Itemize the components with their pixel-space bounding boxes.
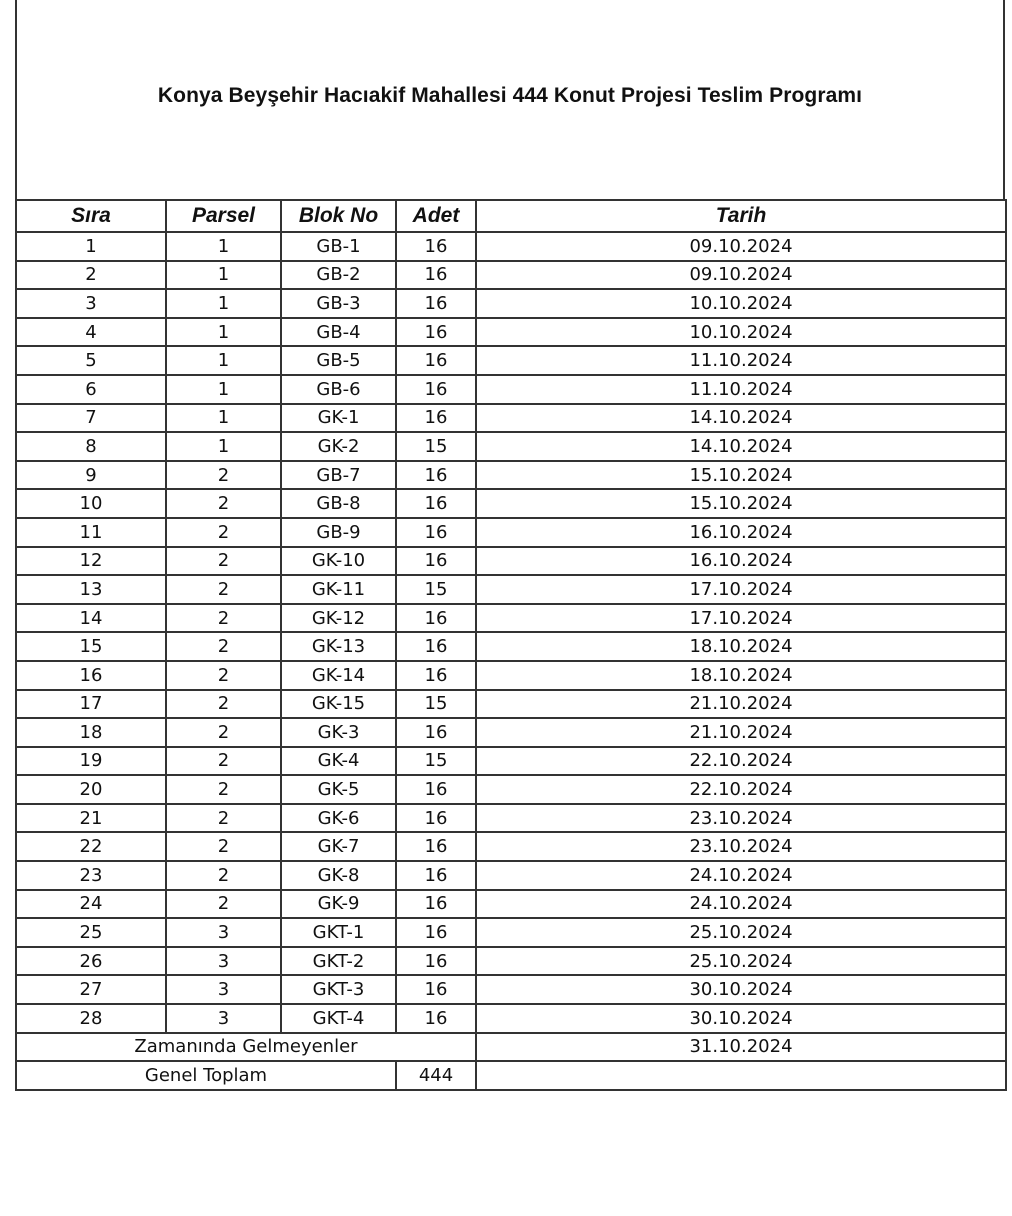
cell-parsel: 2 [166,718,281,747]
cell-sira: 18 [16,718,166,747]
cell-blok-no: GKT-4 [281,1004,396,1033]
cell-tarih: 25.10.2024 [476,947,1006,976]
late-label: Zamanında Gelmeyenler [16,1033,476,1062]
cell-parsel: 2 [166,518,281,547]
cell-parsel: 2 [166,690,281,719]
cell-tarih: 10.10.2024 [476,289,1006,318]
table-row [16,747,1006,776]
cell-sira: 28 [16,1004,166,1033]
table-row [16,232,1006,261]
cell-sira: 3 [16,289,166,318]
cell-parsel: 1 [166,232,281,261]
cell-blok-no: GB-8 [281,489,396,518]
cell-tarih: 22.10.2024 [476,747,1006,776]
cell-blok-no: GK-15 [281,690,396,719]
cell-sira: 13 [16,575,166,604]
cell-adet: 16 [396,518,476,547]
table-row [16,289,1006,318]
table-row [16,518,1006,547]
cell-tarih: 24.10.2024 [476,890,1006,919]
cell-adet: 16 [396,632,476,661]
cell-adet: 16 [396,461,476,490]
cell-sira: 4 [16,318,166,347]
table-row [16,975,1006,1004]
cell-blok-no: GK-3 [281,718,396,747]
cell-tarih: 22.10.2024 [476,775,1006,804]
cell-sira: 2 [16,261,166,290]
cell-blok-no: GK-4 [281,747,396,776]
cell-tarih: 21.10.2024 [476,718,1006,747]
cell-sira: 5 [16,346,166,375]
cell-sira: 19 [16,747,166,776]
cell-adet: 15 [396,432,476,461]
table-row [16,918,1006,947]
title-box [15,0,1005,201]
cell-tarih: 15.10.2024 [476,489,1006,518]
cell-sira: 14 [16,604,166,633]
total-date [476,1061,1006,1090]
cell-tarih: 25.10.2024 [476,918,1006,947]
table-row [16,804,1006,833]
table-row [16,261,1006,290]
cell-blok-no: GK-7 [281,832,396,861]
cell-tarih: 09.10.2024 [476,232,1006,261]
cell-blok-no: GB-9 [281,518,396,547]
cell-parsel: 2 [166,632,281,661]
table-row [16,718,1006,747]
cell-adet: 16 [396,604,476,633]
table-row [16,632,1006,661]
cell-adet: 16 [396,775,476,804]
cell-blok-no: GKT-3 [281,975,396,1004]
cell-sira: 12 [16,547,166,576]
table-row [16,346,1006,375]
cell-adet: 16 [396,346,476,375]
cell-tarih: 16.10.2024 [476,547,1006,576]
cell-parsel: 3 [166,947,281,976]
cell-adet: 16 [396,289,476,318]
cell-tarih: 09.10.2024 [476,261,1006,290]
cell-adet: 16 [396,804,476,833]
cell-parsel: 1 [166,289,281,318]
cell-blok-no: GK-2 [281,432,396,461]
total-row [16,1061,1006,1090]
cell-parsel: 1 [166,375,281,404]
cell-adet: 16 [396,318,476,347]
table-row [16,690,1006,719]
table-row [16,432,1006,461]
cell-sira: 7 [16,404,166,433]
cell-blok-no: GK-5 [281,775,396,804]
header-row [16,200,1006,232]
cell-adet: 16 [396,375,476,404]
total-label: Genel Toplam [16,1061,396,1090]
cell-blok-no: GB-6 [281,375,396,404]
cell-tarih: 18.10.2024 [476,661,1006,690]
header-tarih: Tarih [476,200,1006,232]
cell-blok-no: GK-6 [281,804,396,833]
cell-tarih: 23.10.2024 [476,804,1006,833]
cell-blok-no: GKT-2 [281,947,396,976]
total-value: 444 [396,1061,476,1090]
cell-adet: 16 [396,890,476,919]
cell-adet: 16 [396,489,476,518]
cell-parsel: 2 [166,747,281,776]
table-row [16,375,1006,404]
cell-blok-no: GB-1 [281,232,396,261]
cell-adet: 16 [396,261,476,290]
cell-tarih: 21.10.2024 [476,690,1006,719]
cell-parsel: 1 [166,432,281,461]
cell-tarih: 17.10.2024 [476,604,1006,633]
cell-sira: 27 [16,975,166,1004]
cell-sira: 11 [16,518,166,547]
cell-tarih: 23.10.2024 [476,832,1006,861]
table-row [16,1004,1006,1033]
cell-parsel: 2 [166,604,281,633]
cell-sira: 26 [16,947,166,976]
cell-blok-no: GK-10 [281,547,396,576]
cell-sira: 24 [16,890,166,919]
cell-parsel: 2 [166,775,281,804]
cell-sira: 21 [16,804,166,833]
cell-adet: 16 [396,947,476,976]
late-date: 31.10.2024 [476,1033,1006,1062]
cell-adet: 15 [396,747,476,776]
cell-tarih: 18.10.2024 [476,632,1006,661]
cell-blok-no: GK-13 [281,632,396,661]
cell-parsel: 1 [166,346,281,375]
cell-parsel: 2 [166,489,281,518]
cell-parsel: 1 [166,404,281,433]
cell-blok-no: GK-14 [281,661,396,690]
table-row [16,890,1006,919]
table-row [16,832,1006,861]
cell-adet: 16 [396,718,476,747]
cell-parsel: 3 [166,1004,281,1033]
cell-adet: 16 [396,404,476,433]
table-row [16,861,1006,890]
table-row [16,547,1006,576]
cell-blok-no: GK-9 [281,890,396,919]
header-adet: Adet [396,200,476,232]
cell-adet: 16 [396,918,476,947]
cell-blok-no: GKT-1 [281,918,396,947]
cell-adet: 16 [396,547,476,576]
cell-adet: 16 [396,661,476,690]
schedule-table [15,199,1007,1091]
cell-tarih: 14.10.2024 [476,432,1006,461]
cell-parsel: 3 [166,975,281,1004]
cell-tarih: 15.10.2024 [476,461,1006,490]
cell-parsel: 2 [166,861,281,890]
cell-blok-no: GB-5 [281,346,396,375]
header-blok-no: Blok No [281,200,396,232]
table-row [16,775,1006,804]
cell-sira: 10 [16,489,166,518]
cell-tarih: 30.10.2024 [476,975,1006,1004]
cell-adet: 16 [396,861,476,890]
cell-parsel: 1 [166,318,281,347]
cell-blok-no: GB-2 [281,261,396,290]
cell-sira: 9 [16,461,166,490]
cell-parsel: 2 [166,804,281,833]
table-row [16,947,1006,976]
cell-tarih: 11.10.2024 [476,346,1006,375]
header-parsel: Parsel [166,200,281,232]
table-row [16,461,1006,490]
delivery-schedule-sheet [15,0,1005,1202]
late-row [16,1033,1006,1062]
cell-blok-no: GK-11 [281,575,396,604]
cell-adet: 15 [396,690,476,719]
cell-blok-no: GK-8 [281,861,396,890]
cell-tarih: 10.10.2024 [476,318,1006,347]
cell-parsel: 1 [166,261,281,290]
cell-sira: 20 [16,775,166,804]
cell-tarih: 16.10.2024 [476,518,1006,547]
cell-sira: 16 [16,661,166,690]
cell-tarih: 17.10.2024 [476,575,1006,604]
header-sira: Sıra [16,200,166,232]
cell-adet: 16 [396,832,476,861]
cell-sira: 8 [16,432,166,461]
cell-tarih: 11.10.2024 [476,375,1006,404]
table-row [16,604,1006,633]
cell-adet: 16 [396,1004,476,1033]
cell-parsel: 2 [166,575,281,604]
cell-tarih: 14.10.2024 [476,404,1006,433]
cell-blok-no: GB-3 [281,289,396,318]
table-row [16,318,1006,347]
cell-blok-no: GB-7 [281,461,396,490]
cell-adet: 15 [396,575,476,604]
table-body [16,232,1006,1033]
table-row [16,575,1006,604]
document-title: Konya Beyşehir Hacıakif Mahallesi 444 Konut Projesi Teslim Programı [157,84,863,107]
table-row [16,489,1006,518]
cell-sira: 15 [16,632,166,661]
cell-tarih: 30.10.2024 [476,1004,1006,1033]
cell-parsel: 3 [166,918,281,947]
cell-blok-no: GK-1 [281,404,396,433]
cell-sira: 23 [16,861,166,890]
cell-parsel: 2 [166,832,281,861]
cell-parsel: 2 [166,547,281,576]
cell-sira: 22 [16,832,166,861]
cell-blok-no: GB-4 [281,318,396,347]
cell-parsel: 2 [166,461,281,490]
table-row [16,404,1006,433]
cell-adet: 16 [396,975,476,1004]
cell-sira: 25 [16,918,166,947]
cell-parsel: 2 [166,661,281,690]
cell-adet: 16 [396,232,476,261]
cell-sira: 17 [16,690,166,719]
table-row [16,661,1006,690]
cell-sira: 6 [16,375,166,404]
cell-blok-no: GK-12 [281,604,396,633]
cell-sira: 1 [16,232,166,261]
cell-parsel: 2 [166,890,281,919]
cell-tarih: 24.10.2024 [476,861,1006,890]
